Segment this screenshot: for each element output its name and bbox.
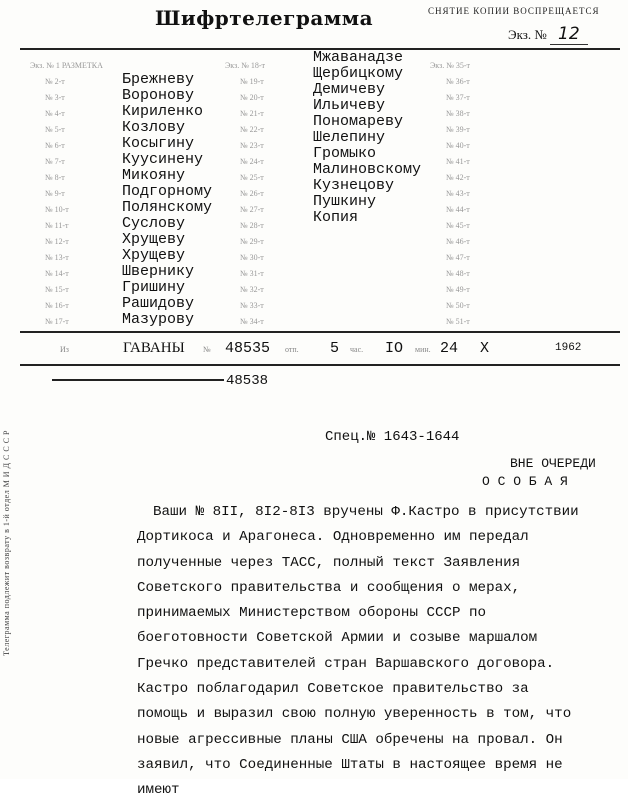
recipient-name: Кузнецову xyxy=(313,177,395,194)
copy-label: № 19-т xyxy=(240,77,264,86)
distribution-row xyxy=(30,248,225,264)
priority-special: О С О Б А Я xyxy=(482,474,568,489)
copy-label: № 3-т xyxy=(45,93,65,102)
copy-label: Экз. № xyxy=(508,27,547,42)
recipient-name: Шелепину xyxy=(313,129,386,146)
copy-label: № 23-т xyxy=(240,141,264,150)
copy-label: № 29-т xyxy=(240,237,264,246)
copy-label: № 7-т xyxy=(45,157,65,166)
distribution-row xyxy=(30,72,225,88)
recipient-name: Хрущеву xyxy=(122,231,186,248)
distribution-row xyxy=(30,200,225,216)
copy-label: № 49-т xyxy=(446,285,470,294)
distribution-row xyxy=(30,88,225,104)
distribution-row xyxy=(225,296,420,312)
copy-label: № 43-т xyxy=(446,189,470,198)
copy-number: 12 xyxy=(550,24,588,45)
recipient-name: Хрущеву xyxy=(122,247,186,264)
copy-label: № 31-т xyxy=(240,269,264,278)
copy-label: № 9-т xyxy=(45,189,65,198)
distribution-row xyxy=(30,136,225,152)
recipient-name: Куусинену xyxy=(122,151,204,168)
copy-label: № 16-т xyxy=(45,301,69,310)
distribution-row xyxy=(225,312,420,328)
copy-label: № 2-т xyxy=(45,77,65,86)
copy-label: № 22-т xyxy=(240,125,264,134)
copy-label: № 51-т xyxy=(446,317,470,326)
recipient-name: Ильичеву xyxy=(313,97,386,114)
copy-label: № 26-т xyxy=(240,189,264,198)
distribution-row xyxy=(30,232,225,248)
distribution-column-2 xyxy=(225,49,422,328)
recipient-name: Мазурову xyxy=(122,311,195,328)
dispatch-line xyxy=(40,340,600,358)
recipient-name: Гришину xyxy=(122,279,186,296)
distribution-row xyxy=(225,264,420,280)
divider xyxy=(20,364,620,366)
divider xyxy=(20,331,620,333)
copy-number-field xyxy=(508,24,588,45)
recipient-name: Демичеву xyxy=(313,81,386,98)
recipient-name: Рашидову xyxy=(122,295,195,312)
copy-label: № 47-т xyxy=(446,253,470,262)
telegram-number: 48535 xyxy=(225,340,271,357)
copy-label: № 38-т xyxy=(446,109,470,118)
distribution-row xyxy=(225,248,420,264)
recipient-name: Щербицкому xyxy=(313,65,404,82)
copy-label: № 13-т xyxy=(45,253,69,262)
distribution-column-1 xyxy=(30,56,225,328)
copy-label: № 50-т xyxy=(446,301,470,310)
copy-label: № 30-т xyxy=(240,253,264,262)
sent-label: отп. xyxy=(285,345,299,354)
recipient-name: Пономареву xyxy=(313,113,404,130)
copy-label: № 46-т xyxy=(446,237,470,246)
copy-label: № 14-т xyxy=(45,269,69,278)
recipient-name: Микояну xyxy=(122,167,186,184)
distribution-row xyxy=(30,152,225,168)
copy-label: № 10-т xyxy=(45,205,69,214)
from-city: ГАВАНЫ xyxy=(123,340,185,356)
recipient-name: Мжаванадзе xyxy=(313,49,404,66)
body-text: Ваши № 8II, 8I2-8I3 вручены Ф.Кастро в присутствии Дортикоса и Арагонеса. Одновременно им передал полученные через ТАСС, полный текст Заявления Советского правительства и сообщения о мерах, принимаемых Министерством обороны СССР по боеготовности Советской Армии и созыве маршалом Гречко представителей стран Варшавского договора. Кастро поблагодарил Советское правительство за помощь и выразил свою полную уверенность в том, что новые агрессивные планы США обречены на провал. Он заявил, что Соединенные Штаты в настоящее время не имеют xyxy=(137,504,579,799)
recipient-name: Малиновскому xyxy=(313,161,422,178)
year: 1962 xyxy=(555,342,582,354)
copy-label: № 42-т xyxy=(446,173,470,182)
copy-label: № 44-т xyxy=(446,205,470,214)
recipient-name: Косыгину xyxy=(122,135,195,152)
copy-label: № 41-т xyxy=(446,157,470,166)
distribution-row xyxy=(225,232,420,248)
recipient-name: Подгорному xyxy=(122,183,213,200)
copy-label: № 24-т xyxy=(240,157,264,166)
underline xyxy=(52,379,224,381)
distribution-row xyxy=(30,296,225,312)
distribution-row xyxy=(30,184,225,200)
copy-label: № 20-т xyxy=(240,93,264,102)
copy-label: № 11-т xyxy=(45,221,69,230)
copy-label: № 5-т xyxy=(45,125,65,134)
recipient-name: Громыко xyxy=(313,145,377,162)
copy-label: № 45-т xyxy=(446,221,470,230)
copy-label: № 37-т xyxy=(446,93,470,102)
distribution-row xyxy=(30,168,225,184)
copy-label: № 12-т xyxy=(45,237,69,246)
month: X xyxy=(480,340,490,357)
hour-label: час. xyxy=(350,345,364,354)
copy-label: № 28-т xyxy=(240,221,264,230)
distribution-row xyxy=(30,120,225,136)
recipient-name: Козлову xyxy=(122,119,186,136)
copy-label: № 39-т xyxy=(446,125,470,134)
copy-label: № 32-т xyxy=(240,285,264,294)
recipient-name: Полянскому xyxy=(122,199,213,216)
distribution-row xyxy=(30,264,225,280)
distribution-row xyxy=(30,104,225,120)
num-label: № xyxy=(203,345,211,354)
distribution-row xyxy=(225,280,420,296)
distribution-row xyxy=(30,312,225,328)
copy-notice: СНЯТИЕ КОПИИ ВОСПРЕЩАЕТСЯ xyxy=(428,6,600,16)
hour: 5 xyxy=(330,340,340,357)
copy-label: № 34-т xyxy=(240,317,264,326)
day: 24 xyxy=(440,340,459,357)
copy-label: № 27-т xyxy=(240,205,264,214)
copy-label: № 17-т xyxy=(45,317,69,326)
copy-label: № 21-т xyxy=(240,109,264,118)
copy-label: № 40-т xyxy=(446,141,470,150)
distribution-row xyxy=(30,56,225,72)
from-label: Из xyxy=(60,345,69,354)
copy-label: № 4-т xyxy=(45,109,65,118)
copy-label: № 6-т xyxy=(45,141,65,150)
distribution-row xyxy=(30,280,225,296)
copy-label: № 8-т xyxy=(45,173,65,182)
recipient-name: Пушкину xyxy=(313,193,377,210)
recipient-name: Суслову xyxy=(122,215,186,232)
copy-label: № 33-т xyxy=(240,301,264,310)
recipient-name: Брежневу xyxy=(122,71,195,88)
copy-label: Экз. № 18-т xyxy=(225,61,266,70)
copy-label: № 36-т xyxy=(446,77,470,86)
recipient-name: Кириленко xyxy=(122,103,204,120)
priority-urgent: ВНЕ ОЧЕРЕДИ xyxy=(510,456,596,471)
recipient-name: Воронову xyxy=(122,87,195,104)
recipient-name: Швернику xyxy=(122,263,195,280)
copy-label: № 48-т xyxy=(446,269,470,278)
incoming-number: 48538 xyxy=(226,373,269,389)
copy-label: Экз. № 1 РАЗМЕТКА xyxy=(30,61,103,70)
margin-note: Телеграмма подлежит возврату в 1-й отдел М И Д С С С Р xyxy=(2,430,11,656)
distribution-row xyxy=(30,216,225,232)
copy-label: № 25-т xyxy=(240,173,264,182)
minute-label: мин. xyxy=(415,345,431,354)
recipient-name: Копия xyxy=(313,209,359,226)
document-title: Шифртелеграмма xyxy=(155,6,374,30)
copy-label: № 15-т xyxy=(45,285,69,294)
copy-label: Экз. № 35-т xyxy=(430,61,471,70)
telegram-body xyxy=(137,500,587,804)
special-number: Спец.№ 1643-1644 xyxy=(325,429,460,445)
minute: IO xyxy=(385,340,404,357)
